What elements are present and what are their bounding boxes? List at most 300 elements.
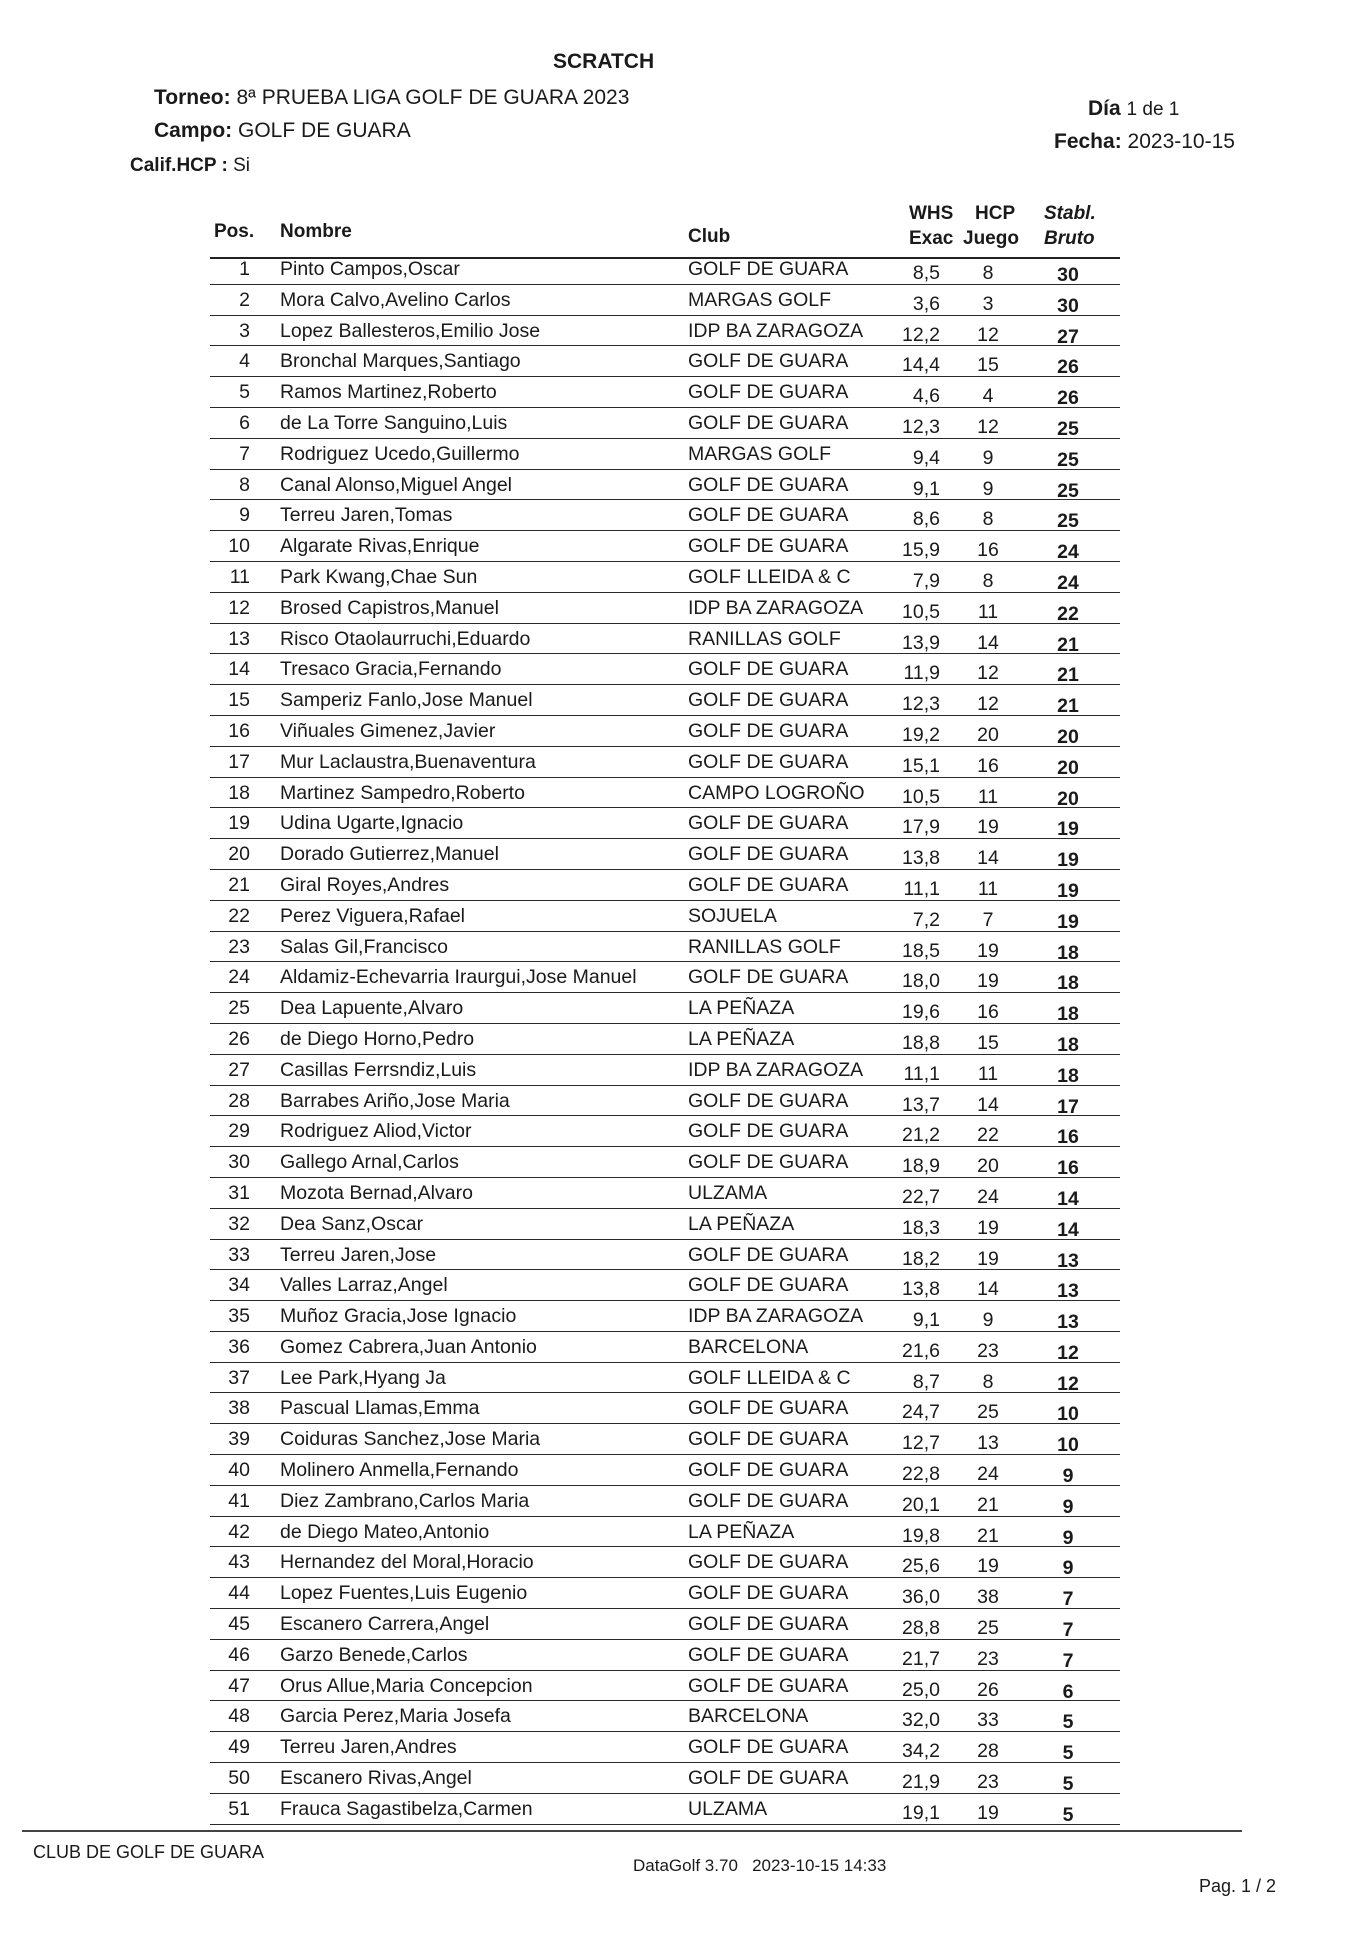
cell-whs-exac: 8,5 (912, 262, 940, 284)
cell-whs-exac: 7,9 (912, 569, 940, 592)
cell-whs-exac: 13,8 (902, 847, 940, 870)
cell-pos: 17 (228, 750, 250, 773)
cell-whs-exac: 13,9 (902, 631, 940, 654)
cell-stabl-bruto: 18 (1057, 972, 1079, 995)
cell-whs-exac: 21,7 (902, 1647, 940, 1670)
cell-club: GOLF DE GUARA (688, 966, 849, 989)
table-row (210, 1455, 1120, 1486)
cell-hcp-juego: 19 (977, 1555, 999, 1578)
cell-club: GOLF DE GUARA (688, 1582, 849, 1605)
table-row (210, 1393, 1120, 1424)
cell-whs-exac: 18,5 (902, 939, 940, 962)
cell-club: GOLF DE GUARA (688, 689, 849, 712)
cell-club: GOLF DE GUARA (688, 535, 849, 558)
cell-pos: 8 (239, 473, 250, 496)
footer-rule (22, 1830, 1242, 1832)
cell-pos: 37 (228, 1366, 250, 1389)
tournament-line (154, 86, 629, 110)
cell-pos: 40 (228, 1459, 250, 1482)
cell-stabl-bruto: 18 (1057, 1003, 1079, 1026)
col-header-pos: Pos. (214, 221, 255, 242)
cell-stabl-bruto: 22 (1057, 602, 1079, 625)
col-header-nombre: Nombre (280, 221, 352, 242)
cell-club: LA PEÑAZA (688, 1212, 795, 1235)
table-row (210, 377, 1120, 408)
cell-stabl-bruto: 30 (1057, 294, 1079, 317)
table-row (210, 1363, 1120, 1394)
cell-whs-exac: 9,4 (912, 446, 940, 469)
cell-club: GOLF DE GUARA (688, 1428, 849, 1451)
table-row (210, 439, 1120, 470)
cell-whs-exac: 36,0 (902, 1586, 940, 1609)
cell-stabl-bruto: 9 (1062, 1495, 1074, 1518)
cell-pos: 16 (228, 719, 250, 742)
cell-stabl-bruto: 18 (1057, 941, 1079, 964)
cell-pos: 15 (228, 689, 250, 712)
cell-club: GOLF DE GUARA (688, 350, 849, 373)
cell-nombre: Casillas Ferrsndiz,Luis (280, 1058, 477, 1081)
cell-nombre: Udina Ugarte,Ignacio (280, 812, 464, 835)
cell-pos: 9 (239, 504, 250, 527)
cell-hcp-juego: 9 (982, 1309, 994, 1332)
cell-hcp-juego: 14 (977, 1278, 999, 1301)
cell-nombre: Molinero Anmella,Fernando (280, 1459, 519, 1482)
cell-club: CAMPO LOGROÑO (688, 781, 865, 804)
cell-hcp-juego: 25 (977, 1617, 999, 1640)
cell-whs-exac: 12,3 (902, 693, 940, 716)
cell-pos: 47 (228, 1674, 250, 1697)
cell-whs-exac: 24,7 (902, 1401, 940, 1424)
cell-pos: 25 (228, 997, 250, 1020)
cell-hcp-juego: 23 (977, 1647, 999, 1670)
cell-club: GOLF DE GUARA (688, 1274, 849, 1297)
cell-hcp-juego: 16 (977, 1001, 999, 1024)
table-row (210, 1763, 1120, 1794)
table-row (210, 1609, 1120, 1640)
cell-club: GOLF DE GUARA (688, 1551, 849, 1574)
cell-stabl-bruto: 24 (1057, 541, 1079, 564)
cell-hcp-juego: 21 (977, 1493, 999, 1516)
cell-hcp-juego: 16 (977, 539, 999, 562)
table-row (210, 1240, 1120, 1271)
cell-club: LA PEÑAZA (688, 1027, 795, 1050)
table-row (210, 316, 1120, 347)
cell-nombre: Hernandez del Moral,Horacio (280, 1551, 534, 1574)
cell-pos: 27 (228, 1058, 250, 1081)
cell-nombre: Lopez Ballesteros,Emilio Jose (280, 319, 541, 342)
cell-club: GOLF DE GUARA (688, 1120, 849, 1143)
cell-pos: 20 (228, 843, 250, 866)
cell-stabl-bruto: 5 (1062, 1773, 1074, 1796)
table-row (210, 993, 1120, 1024)
cell-club: IDP BA ZARAGOZA (688, 1058, 864, 1081)
cell-hcp-juego: 19 (977, 1216, 999, 1239)
cell-whs-exac: 18,3 (902, 1216, 940, 1239)
table-row (210, 1640, 1120, 1671)
table-row (210, 870, 1120, 901)
cell-stabl-bruto: 30 (1057, 264, 1079, 286)
cell-club: RANILLAS GOLF (688, 627, 841, 650)
cell-club: MARGAS GOLF (688, 442, 832, 465)
cell-stabl-bruto: 21 (1057, 664, 1079, 687)
cell-hcp-juego: 25 (977, 1401, 999, 1424)
cell-club: GOLF DE GUARA (688, 1674, 849, 1697)
cell-pos: 22 (228, 904, 250, 927)
cell-stabl-bruto: 13 (1057, 1249, 1079, 1272)
table-row (210, 1270, 1120, 1301)
cell-club: BARCELONA (688, 1705, 809, 1728)
tournament-label: Torneo: (154, 86, 231, 109)
table-row (210, 1332, 1120, 1363)
cell-stabl-bruto: 24 (1057, 571, 1079, 594)
cell-hcp-juego: 33 (977, 1709, 999, 1732)
cell-nombre: Orus Allue,Maria Concepcion (280, 1674, 533, 1697)
cell-nombre: Bronchal Marques,Santiago (280, 350, 521, 373)
cell-pos: 35 (228, 1305, 250, 1328)
cell-hcp-juego: 20 (977, 1155, 999, 1178)
cell-whs-exac: 8,6 (912, 508, 940, 531)
cell-nombre: Park Kwang,Chae Sun (280, 565, 478, 588)
cell-stabl-bruto: 16 (1057, 1126, 1079, 1149)
cell-club: IDP BA ZARAGOZA (688, 1305, 864, 1328)
cell-nombre: Barrabes Ariño,Jose Maria (280, 1089, 510, 1112)
cell-hcp-juego: 11 (977, 785, 999, 808)
table-row (210, 1086, 1120, 1117)
cell-club: MARGAS GOLF (688, 288, 832, 311)
table-row (210, 1055, 1120, 1086)
table-row (210, 1701, 1120, 1732)
table-row (210, 901, 1120, 932)
cell-whs-exac: 12,7 (902, 1432, 940, 1455)
cell-nombre: Valles Larraz,Angel (280, 1274, 448, 1297)
cell-hcp-juego: 38 (977, 1586, 999, 1609)
cell-whs-exac: 12,2 (902, 323, 940, 346)
cell-club: GOLF DE GUARA (688, 1151, 849, 1174)
cell-hcp-juego: 19 (977, 816, 999, 839)
cell-nombre: Rodriguez Aliod,Victor (280, 1120, 472, 1143)
cell-nombre: Canal Alonso,Miguel Angel (280, 473, 512, 496)
table-row (210, 1794, 1120, 1825)
cell-nombre: de La Torre Sanguino,Luis (280, 411, 508, 434)
cell-nombre: Risco Otaolaurruchi,Eduardo (280, 627, 531, 650)
cell-hcp-juego: 23 (977, 1771, 999, 1794)
cell-nombre: Frauca Sagastibelza,Carmen (280, 1797, 533, 1820)
cell-whs-exac: 9,1 (912, 477, 940, 500)
cell-whs-exac: 15,9 (902, 539, 940, 562)
table-row (210, 747, 1120, 778)
cell-hcp-juego: 24 (977, 1463, 999, 1486)
cell-club: LA PEÑAZA (688, 997, 795, 1020)
cell-whs-exac: 17,9 (902, 816, 940, 839)
cell-nombre: Escanero Carrera,Angel (280, 1613, 490, 1636)
cell-club: GOLF DE GUARA (688, 1397, 849, 1420)
cell-stabl-bruto: 19 (1057, 879, 1079, 902)
cell-pos: 41 (228, 1489, 250, 1512)
cell-whs-exac: 20,1 (902, 1493, 940, 1516)
table-row (210, 346, 1120, 377)
cell-club: GOLF DE GUARA (688, 658, 849, 681)
cell-hcp-juego: 22 (977, 1124, 999, 1147)
table-row (210, 808, 1120, 839)
cell-hcp-juego: 16 (977, 754, 999, 777)
cell-hcp-juego: 19 (977, 939, 999, 962)
cell-stabl-bruto: 25 (1057, 448, 1079, 471)
col-header-hcp-2: Juego (963, 228, 1019, 249)
cell-nombre: Mur Laclaustra,Buenaventura (280, 750, 536, 773)
cell-hcp-juego: 26 (977, 1678, 999, 1701)
cell-stabl-bruto: 9 (1062, 1526, 1074, 1549)
table-row (210, 685, 1120, 716)
cell-hcp-juego: 15 (977, 1031, 999, 1054)
col-header-stabl-1: Stabl. (1044, 203, 1096, 224)
cell-club: GOLF DE GUARA (688, 381, 849, 404)
cell-pos: 32 (228, 1212, 250, 1235)
cell-stabl-bruto: 19 (1057, 818, 1079, 841)
cell-pos: 36 (228, 1335, 250, 1358)
cell-pos: 33 (228, 1243, 250, 1266)
cell-whs-exac: 11,1 (903, 877, 940, 900)
col-header-whs-2: Exac (909, 228, 954, 249)
cell-pos: 7 (239, 442, 250, 465)
cell-whs-exac: 12,3 (902, 415, 940, 438)
cell-stabl-bruto: 5 (1062, 1711, 1074, 1734)
cell-whs-exac: 25,0 (902, 1678, 940, 1701)
cell-stabl-bruto: 21 (1057, 633, 1079, 656)
results-table (210, 254, 1120, 1825)
cell-whs-exac: 11,9 (903, 662, 940, 685)
cell-nombre: Mora Calvo,Avelino Carlos (280, 288, 511, 311)
table-row (210, 716, 1120, 747)
table-row (210, 1209, 1120, 1240)
cell-pos: 38 (228, 1397, 250, 1420)
cell-pos: 5 (239, 381, 250, 404)
cell-whs-exac: 8,7 (912, 1370, 940, 1393)
table-row (210, 1147, 1120, 1178)
cell-club: IDP BA ZARAGOZA (688, 319, 864, 342)
cell-nombre: Ramos Martinez,Roberto (280, 381, 497, 404)
cell-stabl-bruto: 12 (1057, 1372, 1079, 1395)
cell-nombre: Escanero Rivas,Angel (280, 1767, 472, 1790)
cell-stabl-bruto: 10 (1057, 1434, 1079, 1457)
cell-pos: 24 (228, 966, 250, 989)
cell-hcp-juego: 4 (982, 385, 994, 408)
cell-club: SOJUELA (688, 904, 777, 927)
cell-nombre: Terreu Jaren,Andres (280, 1736, 457, 1759)
table-row (210, 1424, 1120, 1455)
cell-stabl-bruto: 5 (1062, 1803, 1074, 1826)
date-line (1054, 130, 1235, 154)
cell-nombre: Lopez Fuentes,Luis Eugenio (280, 1582, 528, 1605)
cell-hcp-juego: 12 (977, 415, 999, 438)
cell-club: IDP BA ZARAGOZA (688, 596, 864, 619)
cell-pos: 48 (228, 1705, 250, 1728)
table-row (210, 1671, 1120, 1702)
table-row (210, 500, 1120, 531)
cell-hcp-juego: 23 (977, 1339, 999, 1362)
date-value: 2023-10-15 (1127, 130, 1235, 153)
table-row (210, 932, 1120, 963)
cell-pos: 45 (228, 1613, 250, 1636)
cell-nombre: de Diego Mateo,Antonio (280, 1520, 490, 1543)
cell-whs-exac: 19,2 (902, 723, 940, 746)
cell-stabl-bruto: 19 (1057, 849, 1079, 872)
footer-page-number: Pag. 1 / 2 (1199, 1876, 1277, 1896)
table-row (210, 1024, 1120, 1055)
cell-pos: 30 (228, 1151, 250, 1174)
cell-whs-exac: 21,9 (902, 1771, 940, 1794)
cell-hcp-juego: 3 (982, 292, 994, 315)
course-value: GOLF DE GUARA (238, 119, 411, 142)
cell-stabl-bruto: 14 (1057, 1218, 1079, 1241)
cell-whs-exac: 10,5 (902, 785, 940, 808)
cell-whs-exac: 25,6 (902, 1555, 940, 1578)
table-row (210, 1486, 1120, 1517)
cell-club: BARCELONA (688, 1335, 809, 1358)
cell-pos: 10 (228, 535, 250, 558)
cell-hcp-juego: 20 (977, 723, 999, 746)
cell-nombre: Mozota Bernad,Alvaro (280, 1181, 473, 1204)
cell-pos: 1 (239, 258, 250, 280)
cell-club: GOLF DE GUARA (688, 812, 849, 835)
table-row (210, 470, 1120, 501)
cell-stabl-bruto: 16 (1057, 1157, 1079, 1180)
cell-nombre: Terreu Jaren,Tomas (280, 504, 453, 527)
cell-hcp-juego: 24 (977, 1185, 999, 1208)
cell-stabl-bruto: 9 (1062, 1465, 1074, 1488)
cell-whs-exac: 28,8 (902, 1617, 940, 1640)
cell-nombre: Giral Royes,Andres (280, 873, 450, 896)
table-row (210, 1547, 1120, 1578)
report-title: SCRATCH (553, 50, 655, 73)
table-row (210, 562, 1120, 593)
cell-whs-exac: 19,8 (902, 1524, 940, 1547)
cell-hcp-juego: 19 (977, 1247, 999, 1270)
table-row (210, 1578, 1120, 1609)
cell-nombre: Terreu Jaren,Jose (280, 1243, 437, 1266)
cell-stabl-bruto: 18 (1057, 1064, 1079, 1087)
cell-pos: 6 (239, 411, 250, 434)
cell-stabl-bruto: 6 (1062, 1680, 1074, 1703)
cell-pos: 14 (228, 658, 250, 681)
cell-pos: 11 (229, 565, 250, 588)
cell-hcp-juego: 12 (977, 323, 999, 346)
cell-whs-exac: 22,8 (902, 1463, 940, 1486)
table-row (210, 285, 1120, 316)
cell-club: RANILLAS GOLF (688, 935, 841, 958)
cell-stabl-bruto: 25 (1057, 510, 1079, 533)
cell-hcp-juego: 7 (982, 908, 994, 931)
cell-pos: 46 (228, 1643, 250, 1666)
cell-stabl-bruto: 5 (1062, 1742, 1074, 1765)
day-value: 1 de 1 (1126, 99, 1180, 120)
cell-pos: 12 (228, 596, 250, 619)
cell-club: GOLF DE GUARA (688, 750, 849, 773)
cell-pos: 26 (228, 1027, 250, 1050)
cell-nombre: Dea Lapuente,Alvaro (280, 997, 464, 1020)
col-header-whs-1: WHS (909, 203, 954, 224)
cell-nombre: Perez Viguera,Rafael (280, 904, 466, 927)
cell-club: ULZAMA (688, 1797, 768, 1820)
table-row (210, 1116, 1120, 1147)
cell-hcp-juego: 14 (977, 1093, 999, 1116)
cell-club: GOLF DE GUARA (688, 1459, 849, 1482)
cell-hcp-juego: 19 (977, 970, 999, 993)
cell-whs-exac: 21,6 (902, 1339, 940, 1362)
cell-pos: 23 (228, 935, 250, 958)
cell-hcp-juego: 8 (982, 262, 994, 284)
cell-pos: 43 (228, 1551, 250, 1574)
cell-whs-exac: 13,7 (902, 1093, 940, 1116)
cell-nombre: de Diego Horno,Pedro (280, 1027, 475, 1050)
cell-whs-exac: 14,4 (902, 354, 940, 377)
cell-whs-exac: 19,6 (902, 1001, 940, 1024)
cell-pos: 34 (228, 1274, 250, 1297)
cell-pos: 3 (239, 319, 250, 342)
cell-stabl-bruto: 17 (1057, 1095, 1079, 1118)
cell-club: GOLF DE GUARA (688, 504, 849, 527)
cell-pos: 18 (228, 781, 250, 804)
cell-club: GOLF DE GUARA (688, 1089, 849, 1112)
cell-club: LA PEÑAZA (688, 1520, 795, 1543)
cell-stabl-bruto: 25 (1057, 479, 1079, 502)
day-label: Día (1088, 97, 1121, 120)
cell-stabl-bruto: 18 (1057, 1033, 1079, 1056)
cell-nombre: Aldamiz-Echevarria Iraurgui,Jose Manuel (280, 966, 637, 989)
col-header-hcp-1: HCP (975, 203, 1016, 224)
table-row (210, 1732, 1120, 1763)
footer-club-name: CLUB DE GOLF DE GUARA (33, 1842, 265, 1862)
cell-stabl-bruto: 7 (1062, 1649, 1074, 1672)
cell-nombre: Brosed Capistros,Manuel (280, 596, 499, 619)
cell-club: GOLF DE GUARA (688, 1613, 849, 1636)
cell-stabl-bruto: 19 (1057, 910, 1079, 933)
cell-pos: 13 (228, 627, 250, 650)
col-header-stabl-2: Bruto (1044, 228, 1095, 249)
cell-stabl-bruto: 21 (1057, 695, 1079, 718)
table-row (210, 531, 1120, 562)
cell-whs-exac: 19,1 (902, 1801, 940, 1824)
course-label: Campo: (154, 119, 233, 142)
cell-whs-exac: 10,5 (902, 600, 940, 623)
cell-nombre: Diez Zambrano,Carlos Maria (280, 1489, 530, 1512)
cell-club: GOLF LLEIDA & C (688, 1366, 851, 1389)
cell-whs-exac: 11,1 (903, 1062, 940, 1085)
calif-hcp-label: Calif.HCP : (130, 155, 228, 176)
date-label: Fecha: (1054, 130, 1122, 153)
cell-pos: 39 (228, 1428, 250, 1451)
cell-nombre: Tresaco Gracia,Fernando (280, 658, 502, 681)
cell-hcp-juego: 19 (977, 1801, 999, 1824)
cell-nombre: Lee Park,Hyang Ja (280, 1366, 446, 1389)
cell-stabl-bruto: 10 (1057, 1403, 1079, 1426)
table-row (210, 962, 1120, 993)
cell-whs-exac: 3,6 (912, 292, 940, 315)
cell-whs-exac: 18,8 (902, 1031, 940, 1054)
cell-club: GOLF DE GUARA (688, 1767, 849, 1790)
cell-nombre: Pinto Campos,Oscar (280, 258, 460, 280)
course-line (154, 119, 411, 143)
footer-software-timestamp: DataGolf 3.70 2023-10-15 14:33 (633, 1856, 887, 1875)
cell-pos: 31 (228, 1181, 250, 1204)
cell-pos: 42 (228, 1520, 250, 1543)
table-row (210, 1178, 1120, 1209)
cell-club: GOLF DE GUARA (688, 258, 849, 280)
cell-stabl-bruto: 20 (1057, 787, 1079, 810)
cell-stabl-bruto: 20 (1057, 756, 1079, 779)
cell-nombre: Gomez Cabrera,Juan Antonio (280, 1335, 537, 1358)
table-row (210, 839, 1120, 870)
cell-club: GOLF DE GUARA (688, 473, 849, 496)
